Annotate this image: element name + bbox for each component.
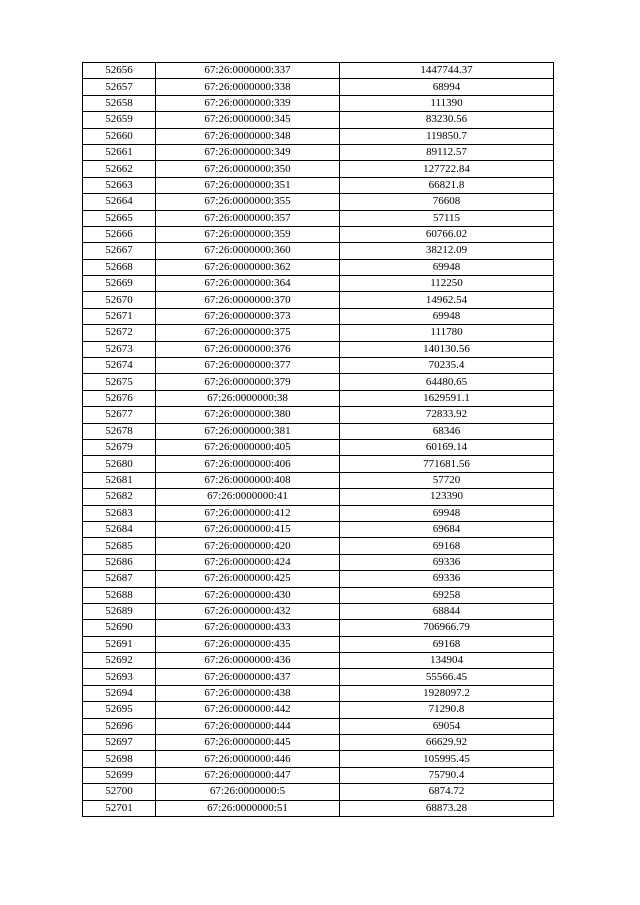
table-row <box>83 325 554 341</box>
value-cell: 64480.65 <box>340 374 554 390</box>
row-number-cell: 52660 <box>83 128 156 144</box>
table-row <box>83 308 554 324</box>
value-cell: 89112.57 <box>340 144 554 160</box>
cadastral-number-cell: 67:26:0000000:349 <box>156 144 340 160</box>
row-number-cell: 52671 <box>83 308 156 324</box>
table-row <box>83 226 554 242</box>
row-number-cell: 52656 <box>83 63 156 79</box>
table-row <box>83 259 554 275</box>
cadastral-number-cell: 67:26:0000000:380 <box>156 407 340 423</box>
table-row <box>83 358 554 374</box>
table-row <box>83 456 554 472</box>
row-number-cell: 52670 <box>83 292 156 308</box>
cadastral-number-cell: 67:26:0000000:375 <box>156 325 340 341</box>
value-cell: 57115 <box>340 210 554 226</box>
cadastral-number-cell: 67:26:0000000:51 <box>156 800 340 816</box>
row-number-cell: 52668 <box>83 259 156 275</box>
row-number-cell: 52682 <box>83 489 156 505</box>
cadastral-number-cell: 67:26:0000000:435 <box>156 636 340 652</box>
table-row <box>83 571 554 587</box>
table-row <box>83 784 554 800</box>
row-number-cell: 52675 <box>83 374 156 390</box>
row-number-cell: 52663 <box>83 177 156 193</box>
table-row <box>83 702 554 718</box>
cadastral-number-cell: 67:26:0000000:442 <box>156 702 340 718</box>
value-cell: 75790.4 <box>340 767 554 783</box>
cadastral-number-cell: 67:26:0000000:447 <box>156 767 340 783</box>
row-number-cell: 52672 <box>83 325 156 341</box>
value-cell: 706966.79 <box>340 620 554 636</box>
row-number-cell: 52676 <box>83 390 156 406</box>
row-number-cell: 52674 <box>83 358 156 374</box>
value-cell: 1928097.2 <box>340 685 554 701</box>
row-number-cell: 52666 <box>83 226 156 242</box>
cadastral-number-cell: 67:26:0000000:351 <box>156 177 340 193</box>
table-body <box>83 63 554 817</box>
cadastral-number-cell: 67:26:0000000:433 <box>156 620 340 636</box>
row-number-cell: 52684 <box>83 521 156 537</box>
row-number-cell: 52678 <box>83 423 156 439</box>
cadastral-number-cell: 67:26:0000000:406 <box>156 456 340 472</box>
value-cell: 68873.28 <box>340 800 554 816</box>
value-cell: 83230.56 <box>340 112 554 128</box>
table-row <box>83 603 554 619</box>
value-cell: 69054 <box>340 718 554 734</box>
table-row <box>83 505 554 521</box>
cadastral-number-cell: 67:26:0000000:364 <box>156 276 340 292</box>
cadastral-number-cell: 67:26:0000000:376 <box>156 341 340 357</box>
cadastral-number-cell: 67:26:0000000:350 <box>156 161 340 177</box>
row-number-cell: 52688 <box>83 587 156 603</box>
table-row <box>83 144 554 160</box>
cadastral-number-cell: 67:26:0000000:444 <box>156 718 340 734</box>
value-cell: 14962.54 <box>340 292 554 308</box>
cadastral-number-cell: 67:26:0000000:377 <box>156 358 340 374</box>
table-row <box>83 751 554 767</box>
row-number-cell: 52661 <box>83 144 156 160</box>
value-cell: 140130.56 <box>340 341 554 357</box>
cadastral-number-cell: 67:26:0000000:355 <box>156 194 340 210</box>
value-cell: 1447744.37 <box>340 63 554 79</box>
table-row <box>83 489 554 505</box>
row-number-cell: 52662 <box>83 161 156 177</box>
row-number-cell: 52695 <box>83 702 156 718</box>
row-number-cell: 52681 <box>83 472 156 488</box>
table-row <box>83 374 554 390</box>
cadastral-number-cell: 67:26:0000000:345 <box>156 112 340 128</box>
cadastral-number-cell: 67:26:0000000:370 <box>156 292 340 308</box>
value-cell: 111780 <box>340 325 554 341</box>
value-cell: 127722.84 <box>340 161 554 177</box>
value-cell: 55566.45 <box>340 669 554 685</box>
value-cell: 119850.7 <box>340 128 554 144</box>
row-number-cell: 52679 <box>83 439 156 455</box>
cadastral-number-cell: 67:26:0000000:436 <box>156 653 340 669</box>
value-cell: 123390 <box>340 489 554 505</box>
table-row <box>83 341 554 357</box>
cadastral-number-cell: 67:26:0000000:337 <box>156 63 340 79</box>
cadastral-number-cell: 67:26:0000000:362 <box>156 259 340 275</box>
row-number-cell: 52697 <box>83 735 156 751</box>
value-cell: 38212.09 <box>340 243 554 259</box>
value-cell: 71290.8 <box>340 702 554 718</box>
value-cell: 69336 <box>340 554 554 570</box>
value-cell: 69168 <box>340 538 554 554</box>
cadastral-number-cell: 67:26:0000000:445 <box>156 735 340 751</box>
table-row <box>83 554 554 570</box>
cadastral-number-cell: 67:26:0000000:438 <box>156 685 340 701</box>
cadastral-number-cell: 67:26:0000000:360 <box>156 243 340 259</box>
row-number-cell: 52665 <box>83 210 156 226</box>
table-row <box>83 276 554 292</box>
value-cell: 66821.8 <box>340 177 554 193</box>
row-number-cell: 52687 <box>83 571 156 587</box>
value-cell: 72833.92 <box>340 407 554 423</box>
value-cell: 66629.92 <box>340 735 554 751</box>
value-cell: 134904 <box>340 653 554 669</box>
table-row <box>83 587 554 603</box>
table-row <box>83 194 554 210</box>
cadastral-number-cell: 67:26:0000000:420 <box>156 538 340 554</box>
cadastral-number-cell: 67:26:0000000:430 <box>156 587 340 603</box>
value-cell: 60169.14 <box>340 439 554 455</box>
cadastral-number-cell: 67:26:0000000:348 <box>156 128 340 144</box>
value-cell: 69336 <box>340 571 554 587</box>
cadastral-number-cell: 67:26:0000000:446 <box>156 751 340 767</box>
row-number-cell: 52664 <box>83 194 156 210</box>
value-cell: 111390 <box>340 95 554 111</box>
table-row <box>83 439 554 455</box>
row-number-cell: 52677 <box>83 407 156 423</box>
value-cell: 69948 <box>340 308 554 324</box>
cadastral-number-cell: 67:26:0000000:437 <box>156 669 340 685</box>
table-row <box>83 292 554 308</box>
table-row <box>83 767 554 783</box>
row-number-cell: 52689 <box>83 603 156 619</box>
row-number-cell: 52669 <box>83 276 156 292</box>
table-row <box>83 521 554 537</box>
value-cell: 771681.56 <box>340 456 554 472</box>
cadastral-number-cell: 67:26:0000000:408 <box>156 472 340 488</box>
row-number-cell: 52694 <box>83 685 156 701</box>
table-row <box>83 423 554 439</box>
row-number-cell: 52673 <box>83 341 156 357</box>
cadastral-number-cell: 67:26:0000000:424 <box>156 554 340 570</box>
table-row <box>83 407 554 423</box>
row-number-cell: 52701 <box>83 800 156 816</box>
row-number-cell: 52699 <box>83 767 156 783</box>
cadastral-number-cell: 67:26:0000000:5 <box>156 784 340 800</box>
row-number-cell: 52667 <box>83 243 156 259</box>
row-number-cell: 52696 <box>83 718 156 734</box>
cadastral-number-cell: 67:26:0000000:373 <box>156 308 340 324</box>
cadastral-number-cell: 67:26:0000000:339 <box>156 95 340 111</box>
table-row <box>83 210 554 226</box>
table-row <box>83 95 554 111</box>
row-number-cell: 52690 <box>83 620 156 636</box>
value-cell: 6874.72 <box>340 784 554 800</box>
value-cell: 76608 <box>340 194 554 210</box>
table-row <box>83 735 554 751</box>
table-row <box>83 63 554 79</box>
table-row <box>83 538 554 554</box>
data-table <box>82 62 554 817</box>
table-row <box>83 685 554 701</box>
row-number-cell: 52659 <box>83 112 156 128</box>
value-cell: 69258 <box>340 587 554 603</box>
row-number-cell: 52658 <box>83 95 156 111</box>
cadastral-number-cell: 67:26:0000000:379 <box>156 374 340 390</box>
table-row <box>83 79 554 95</box>
table-row <box>83 161 554 177</box>
table-row <box>83 177 554 193</box>
table-row <box>83 800 554 816</box>
table-row <box>83 472 554 488</box>
value-cell: 1629591.1 <box>340 390 554 406</box>
row-number-cell: 52683 <box>83 505 156 521</box>
row-number-cell: 52691 <box>83 636 156 652</box>
row-number-cell: 52686 <box>83 554 156 570</box>
value-cell: 70235.4 <box>340 358 554 374</box>
value-cell: 105995.45 <box>340 751 554 767</box>
row-number-cell: 52657 <box>83 79 156 95</box>
value-cell: 68346 <box>340 423 554 439</box>
cadastral-number-cell: 67:26:0000000:357 <box>156 210 340 226</box>
cadastral-number-cell: 67:26:0000000:359 <box>156 226 340 242</box>
cadastral-number-cell: 67:26:0000000:425 <box>156 571 340 587</box>
row-number-cell: 52700 <box>83 784 156 800</box>
table-row <box>83 653 554 669</box>
row-number-cell: 52680 <box>83 456 156 472</box>
row-number-cell: 52698 <box>83 751 156 767</box>
value-cell: 68994 <box>340 79 554 95</box>
cadastral-number-cell: 67:26:0000000:432 <box>156 603 340 619</box>
cadastral-number-cell: 67:26:0000000:415 <box>156 521 340 537</box>
cadastral-number-cell: 67:26:0000000:405 <box>156 439 340 455</box>
table-row <box>83 669 554 685</box>
table-row <box>83 128 554 144</box>
value-cell: 60766.02 <box>340 226 554 242</box>
table-row <box>83 243 554 259</box>
row-number-cell: 52692 <box>83 653 156 669</box>
cadastral-number-cell: 67:26:0000000:338 <box>156 79 340 95</box>
row-number-cell: 52685 <box>83 538 156 554</box>
cadastral-number-cell: 67:26:0000000:41 <box>156 489 340 505</box>
table-row <box>83 718 554 734</box>
value-cell: 69684 <box>340 521 554 537</box>
value-cell: 69948 <box>340 505 554 521</box>
cadastral-number-cell: 67:26:0000000:412 <box>156 505 340 521</box>
value-cell: 57720 <box>340 472 554 488</box>
cadastral-number-cell: 67:26:0000000:38 <box>156 390 340 406</box>
table-row <box>83 390 554 406</box>
value-cell: 68844 <box>340 603 554 619</box>
table-row <box>83 636 554 652</box>
table-row <box>83 112 554 128</box>
table-row <box>83 620 554 636</box>
value-cell: 69948 <box>340 259 554 275</box>
cadastral-number-cell: 67:26:0000000:381 <box>156 423 340 439</box>
value-cell: 69168 <box>340 636 554 652</box>
row-number-cell: 52693 <box>83 669 156 685</box>
value-cell: 112250 <box>340 276 554 292</box>
